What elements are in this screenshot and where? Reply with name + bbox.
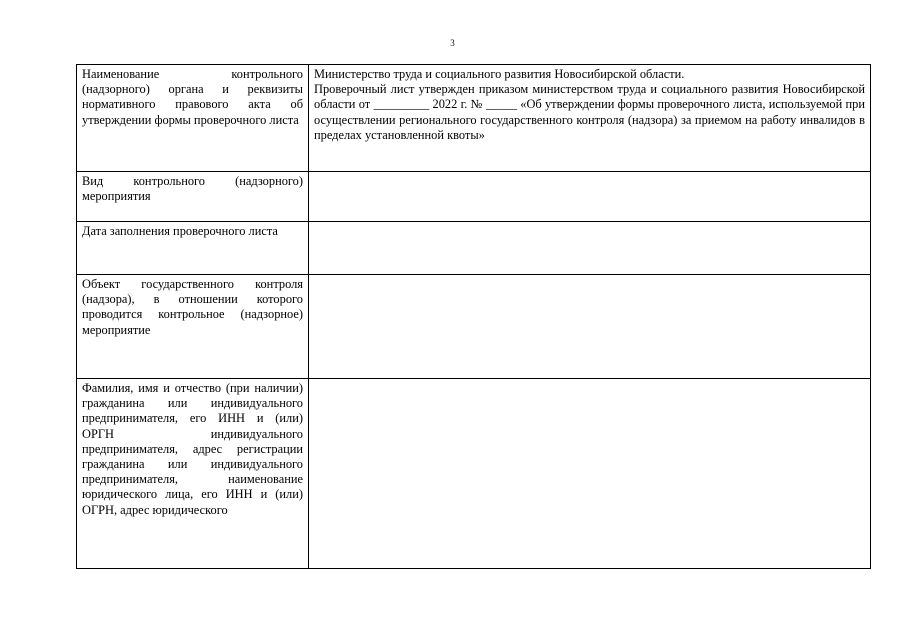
row-value-control-object	[309, 275, 871, 379]
checklist-form-table	[76, 64, 871, 569]
row-label-fill-date: Дата заполнения проверочного листа	[77, 222, 309, 275]
row-value-fill-date	[309, 222, 871, 275]
page-number: 3	[450, 38, 455, 48]
row-label-person-details: Фамилия, имя и отчество (при наличии) гражданина или индивидуального предпринимателя, его ИНН и (или) ОРГН индивидуального предпринимателя, адрес регистрации гражданина или индивидуального предпринимателя, наименование юридического лица, его ИНН и (или) ОГРН, адрес юридического	[77, 379, 309, 569]
table-row	[77, 275, 871, 379]
row-value-authority	[309, 65, 871, 172]
table-row	[77, 65, 871, 172]
row-label-authority: Наименование контрольного (надзорного) органа и реквизиты нормативного правового акта об утверждении формы проверочного листа	[77, 65, 309, 172]
table-row	[77, 172, 871, 222]
table-row	[77, 222, 871, 275]
table-row	[77, 379, 871, 569]
value-paragraph: Министерство труда и социального развития Новосибирской области.	[314, 67, 685, 81]
row-label-event-type: Вид контрольного (надзорного) мероприятия	[77, 172, 309, 222]
value-paragraph: Проверочный лист утвержден приказом министерством труда и социального развития Новосибирской области от _________ 2022 г. № _____ «Об утверждении формы проверочного листа, используемой при осуществлении регионального государственного контроля (надзора) за приемом на работу инвалидов в пределах установленной квоты»	[314, 82, 865, 142]
row-label-control-object: Объект государственного контроля (надзора), в отношении которого проводится контрольное (надзорное) мероприятие	[77, 275, 309, 379]
row-value-event-type	[309, 172, 871, 222]
row-value-person-details	[309, 379, 871, 569]
